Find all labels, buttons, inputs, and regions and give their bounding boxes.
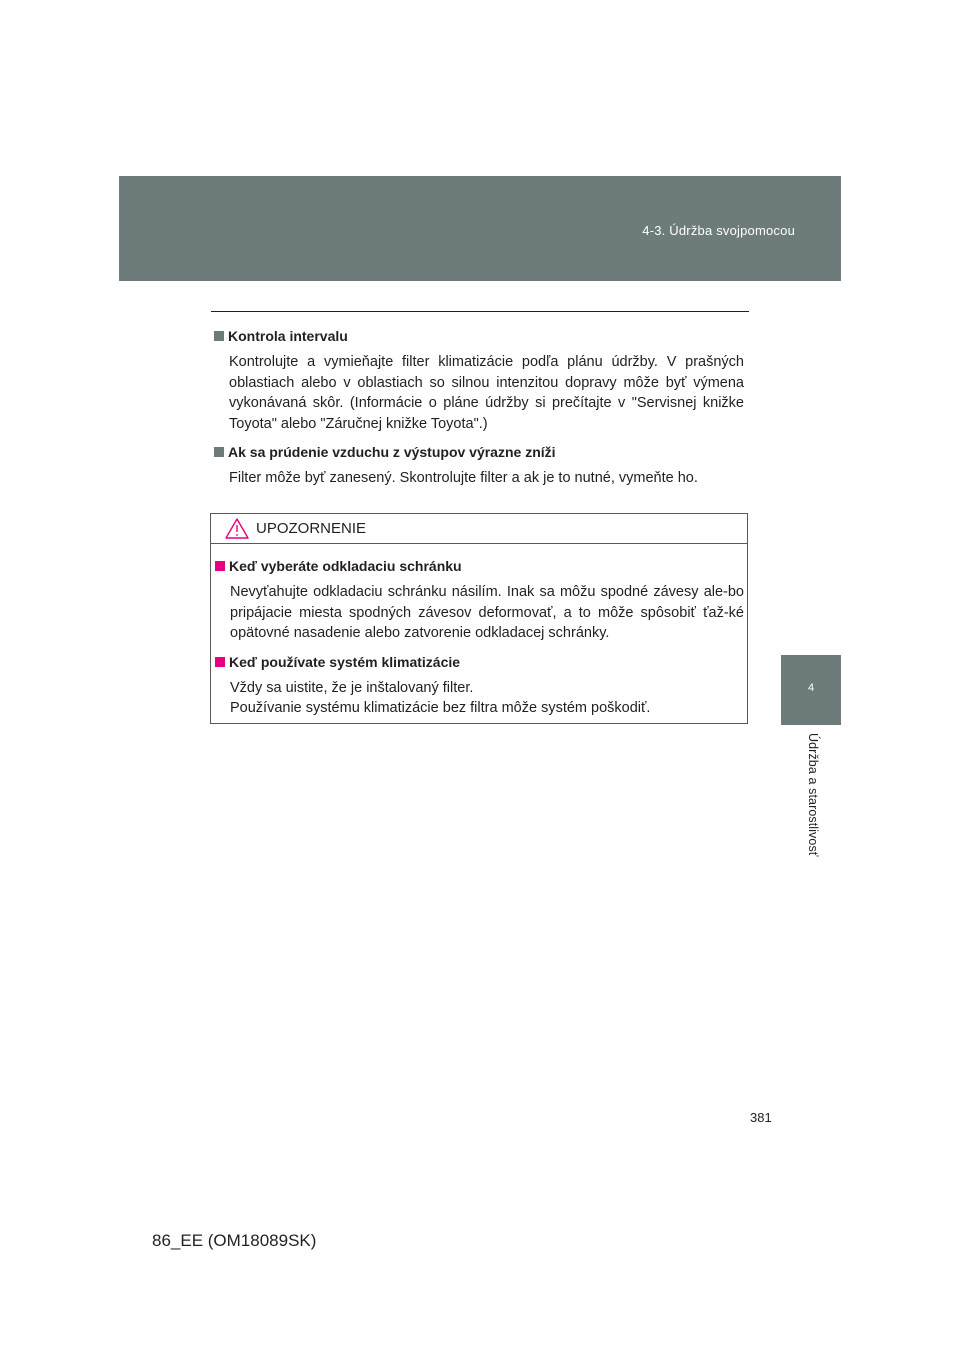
- caution-body: [211, 544, 747, 719]
- caution-item-paragraph: [230, 678, 744, 719]
- main-content: [214, 328, 744, 489]
- square-bullet-icon: [215, 561, 225, 571]
- caution-box: [210, 513, 748, 724]
- chapter-header-band: [119, 176, 841, 281]
- chapter-number: 4: [807, 682, 815, 694]
- section-title: 4-3. Údržba svojpomocou: [642, 223, 795, 238]
- caution-title: UPOZORNENIE: [256, 520, 367, 537]
- caution-item-heading-text: Keď používate systém klimatizácie: [229, 653, 461, 670]
- chapter-side-tab: [781, 655, 841, 725]
- warning-triangle-icon: [225, 518, 249, 539]
- square-bullet-icon: [214, 447, 224, 457]
- chapter-side-label: Údržba a starostlivosť: [806, 733, 820, 857]
- caution-item-heading-text: Keď vyberáte odkladaciu schránku: [229, 558, 462, 574]
- square-bullet-icon: [215, 657, 225, 667]
- caution-item-paragraph: Nevyťahujte odkladaciu schránku násilím. Inak sa môžu spodné závesy ale-bo pripájacie miesta spodných závesov deformovať, a to môže spôsobiť ťaž-ké opätovné nasadenie alebo zatvorenie odkladacej schránky.: [230, 584, 744, 641]
- section-paragraph: Filter môže byť zanesený. Skontrolujte filter a ak je to nutné, vymeňte ho.: [229, 470, 698, 486]
- document-code: 86_EE (OM18089SK): [152, 1231, 317, 1250]
- caution-item-heading: [215, 558, 744, 574]
- square-bullet-icon: [214, 331, 224, 341]
- top-divider: [211, 311, 749, 312]
- section-heading-text: Ak sa prúdenie vzduchu z výstupov výrazne zníži: [228, 444, 556, 460]
- section-paragraph: Kontrolujte a vymieňajte filter klimatizácie podľa plánu údržby. V prašných oblastiach alebo v oblastiach so silnou intenzitou dopravy môže byť výmena vykonávaná skôr. (Informácie o pláne údržby si prečítajte v "Servisnej knižke Toyota" alebo "Záručnej knižke Toyota".): [229, 354, 744, 432]
- caution-item-heading: [215, 654, 744, 670]
- page-number: 381: [750, 1110, 772, 1125]
- section-heading: [214, 328, 744, 344]
- caution-line: Používanie systému klimatizácie bez filtra môže systém poškodiť.: [230, 700, 651, 716]
- caution-line: Vždy sa uistite, že je inštalovaný filter.: [230, 679, 474, 696]
- caution-header: [211, 514, 747, 544]
- section-heading-text: Kontrola intervalu: [228, 328, 348, 344]
- section-heading: [214, 444, 744, 460]
